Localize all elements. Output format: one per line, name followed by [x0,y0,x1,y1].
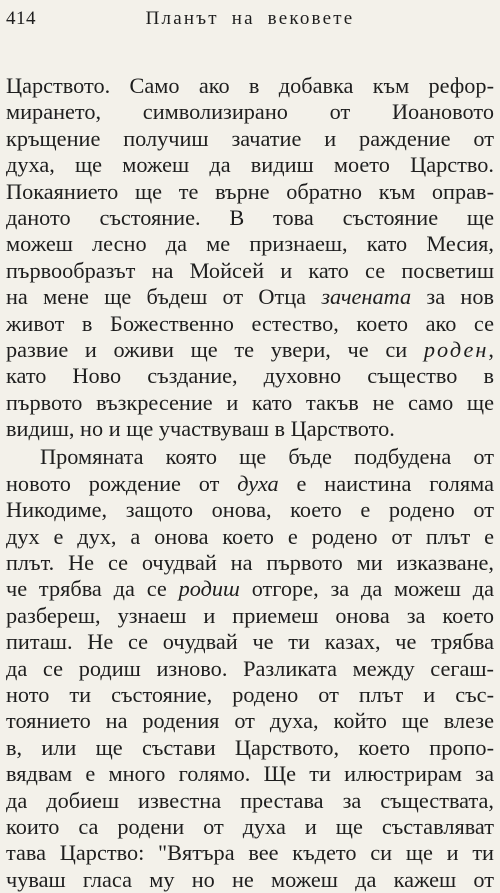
text-line: Покаянието ще те върне обратно към оправ- [6,178,494,204]
text-line: които са родени от духа и ще съставляват [6,813,494,839]
body-text [6,73,494,893]
text-line: Царството. Само ако в добавка към рефор- [6,73,494,98]
text-line: живот в Божественно естество, което ако се [6,310,494,336]
page-number: 414 [6,8,36,29]
text-line: ното ти състояние, родено от плът и със- [6,681,494,707]
text-segment: за нов [411,284,494,310]
text-line: питаш. Не се очудвай че ти казах, че трябва [6,629,494,655]
text-line: в, или ще състави Царството, което пропо- [6,734,494,760]
text-line: чуваш гласа му но не можеш да кажеш от [6,866,494,892]
text-segment: е наистина голяма [278,470,494,496]
emphasized-word: духа [237,470,279,496]
text-line: даното състояние. В това състояние ще [6,204,494,230]
text-line: духа, ще можеш да видиш моето Царство. [6,152,494,178]
text-line: да се родиш изново. Разликата между сегаш- [6,655,494,681]
text-line: дух е дух, а онова което е родено от плът е [6,523,494,549]
text-line: първообразът на Мойсей и като се посветиш [6,257,494,283]
text-segment: на мене ще бъдеш от Отца [6,284,322,310]
text-segment: , [488,336,494,362]
emphasized-word: зачената [321,284,412,310]
text-line: Промяната която ще бъде подбудена от [40,444,494,470]
text-line: разбереш, узнаеш и приемеш онова за което [6,602,494,628]
text-line: като Ново създание, духовно същество в [6,363,494,389]
text-line: мирането, символизирано от Иоановото [6,99,494,125]
text-segment: новото рождение от [6,470,238,496]
text-line [6,337,494,363]
text-line: можеш лесно да ме признаеш, като Месия, [6,231,494,257]
text-line [6,471,494,497]
text-segment: че трябва да се [6,576,179,602]
text-line: вядвам е много голямо. Ще ти илюстрирам за [6,761,494,787]
text-line: Никодиме, защото онова, което е родено от [6,497,494,523]
page-header [0,0,500,32]
text-line: тоянието на родения от духа, който ще влезе [6,708,494,734]
text-line [6,576,494,602]
text-line: тава Царство: "Вятъра вее където си ще и ти [6,840,494,866]
running-title: Планът на вековете [145,8,355,29]
text-segment: отгоре, за да можеш да [239,576,494,602]
text-line: първото възкресение и като такъв не само ще [6,389,494,415]
emphasized-word: роден [423,336,489,362]
emphasized-word: родиш [178,576,240,602]
text-line: да добиеш известна престава за съществата, [6,787,494,813]
text-line: видиш, но и ще участвуваш в Царството. [6,416,395,442]
text-segment: развие и оживи ще те увери, че си [6,336,424,362]
text-line [6,284,494,310]
text-line: кръщение получиш зачатие и раждение от [6,125,494,151]
text-line: плът. Не се очудвай на първото ми изказване, [6,550,494,576]
